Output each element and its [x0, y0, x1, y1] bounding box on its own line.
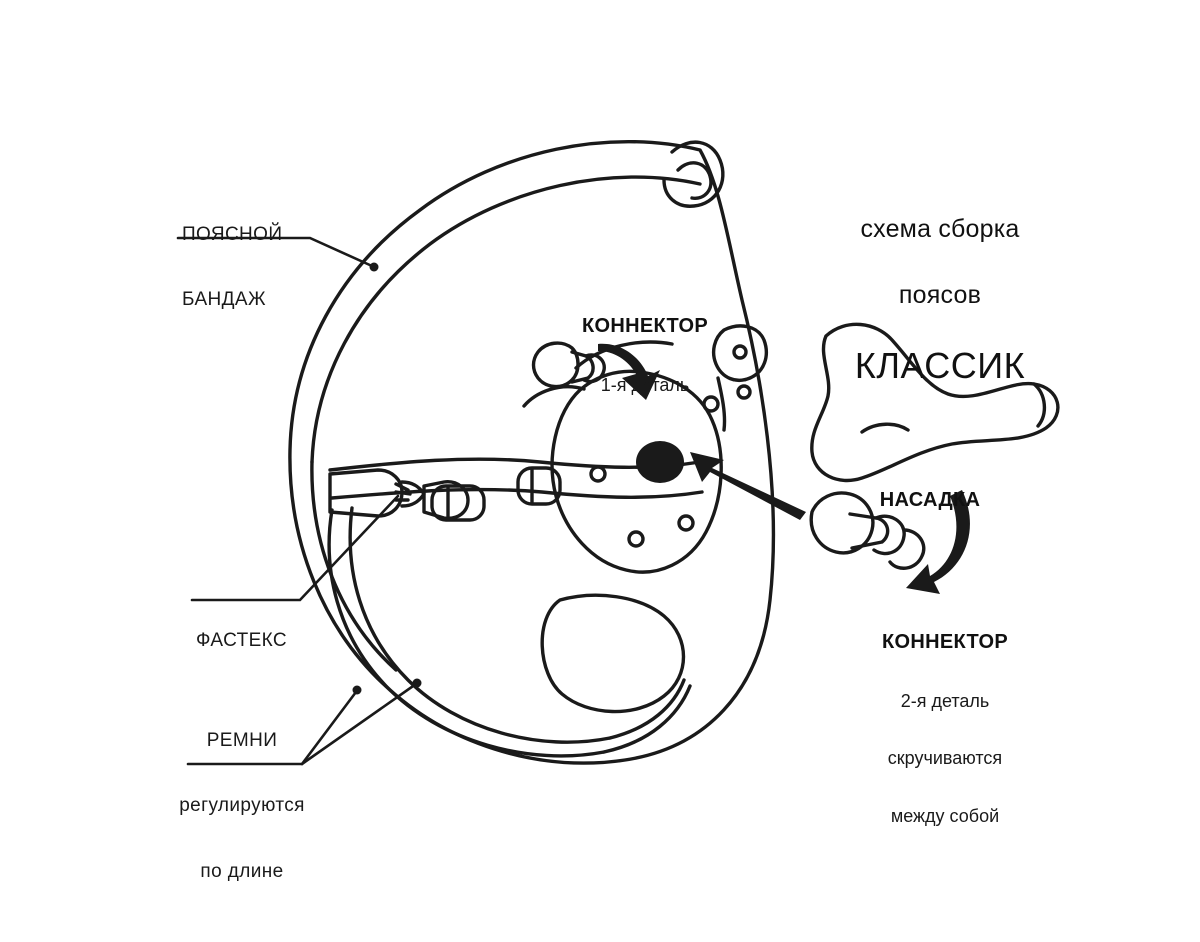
label-straps-line3: по длине — [200, 860, 284, 882]
label-waist-band-line1: ПОЯСНОЙ — [182, 223, 283, 245]
label-connector-2-line4: между собой — [890, 805, 1000, 826]
label-waist-band-line2: БАНДАЖ — [182, 289, 266, 311]
harness-outline — [290, 142, 774, 763]
diagram-title-line1: схема сборка — [860, 214, 1020, 243]
label-straps-line2: регулируются — [179, 795, 305, 817]
label-fastex-line1: ФАСТЕКС — [196, 629, 288, 651]
label-connector-2-line1: КОННЕКТОР — [881, 630, 1008, 653]
diagram-title-line3: КЛАССИК — [854, 345, 1026, 387]
diagram-title-line2: поясов — [898, 281, 982, 310]
label-straps-line1: РЕМНИ — [206, 729, 278, 751]
label-connector-1-line1: КОННЕКТОР — [581, 314, 708, 337]
label-connector-2-line2: 2-я деталь — [900, 690, 990, 711]
label-attachment-line1: НАСАДКА — [879, 488, 981, 511]
label-connector-1-line2: 1-я деталь — [600, 374, 690, 395]
leg-opening — [542, 595, 683, 711]
label-connector-2-line3: скручиваются — [887, 748, 1003, 769]
label-connector-2 — [820, 594, 1070, 863]
label-fastex — [196, 586, 287, 695]
top-loop — [664, 142, 723, 206]
label-connector-1 — [520, 278, 770, 432]
label-attachment — [830, 452, 1030, 549]
diagram-title — [810, 178, 1070, 422]
label-waist-band — [182, 180, 282, 355]
label-straps — [172, 686, 312, 926]
